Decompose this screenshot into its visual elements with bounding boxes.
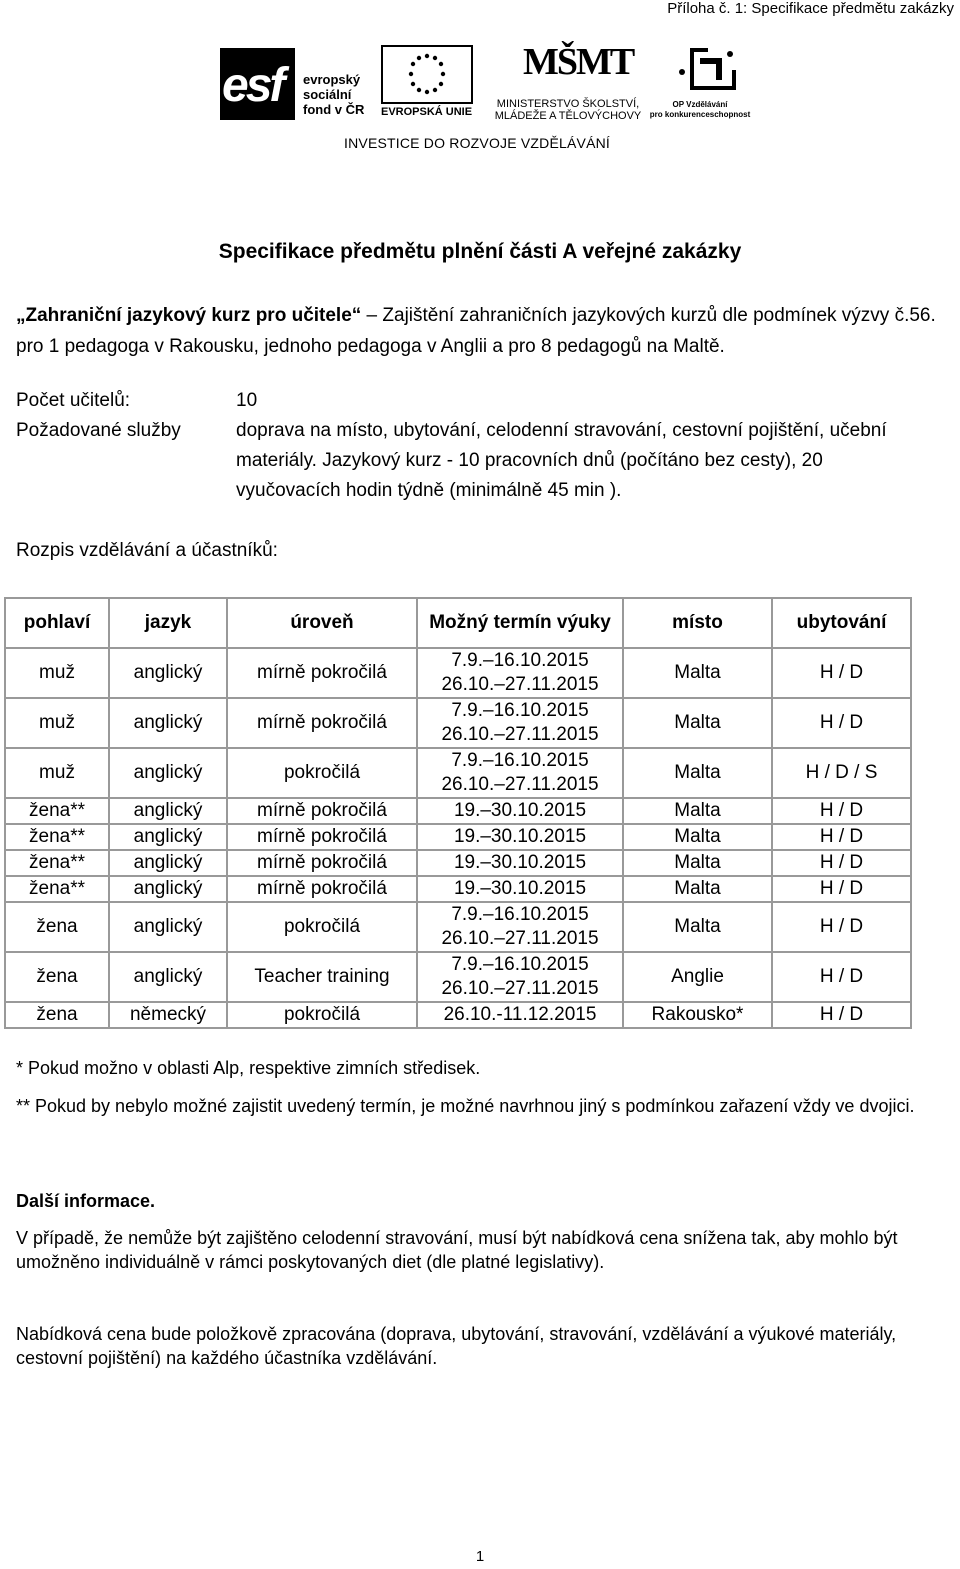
term-cell-text: 7.9.–16.10.2015 — [451, 750, 589, 771]
place-cell — [623, 698, 772, 748]
place-cell — [623, 824, 772, 850]
services-value — [236, 416, 887, 506]
catering-paragraph: V případě, že nemůže být zajištěno celodenní stravování, musí být nabídková cena snížena tak, aby mohlo být umožněno individuálně v rámci poskytovaných diet (dle platné legislativy). — [16, 1228, 898, 1272]
gender-cell-text: muž — [39, 662, 75, 683]
header-accommodation: ubytování — [772, 598, 911, 648]
level-cell-text: Teacher training — [254, 966, 390, 987]
teacher-count-label: Počet učitelů: — [16, 390, 131, 411]
table-row — [5, 824, 911, 850]
term-cell — [417, 902, 623, 952]
language-cell — [109, 850, 227, 876]
place-cell-text: Malta — [674, 762, 721, 783]
term-cell-text: 19.–30.10.2015 — [453, 878, 587, 899]
level-cell — [227, 824, 417, 850]
place-cell-text: Anglie — [671, 966, 724, 987]
page-number: 1 — [475, 1548, 485, 1565]
place-cell-text: Malta — [674, 852, 721, 873]
level-cell-text: pokročilá — [283, 916, 361, 937]
place-cell — [623, 850, 772, 876]
language-cell-text: německý — [129, 1004, 207, 1025]
term-cell-text: 19.–30.10.2015 — [453, 800, 587, 821]
language-cell-text: anglický — [133, 662, 203, 683]
esf-line: fond v ČR — [303, 102, 365, 117]
table-row — [5, 850, 911, 876]
place-cell-text: Malta — [674, 878, 721, 899]
op-caption — [645, 100, 755, 120]
accommodation-cell — [772, 902, 911, 952]
gender-cell-text: žena** — [29, 826, 85, 847]
place-cell-text: Malta — [674, 826, 721, 847]
language-cell — [109, 876, 227, 902]
gender-cell — [5, 698, 109, 748]
table-row — [5, 952, 911, 1002]
teacher-count-value: 10 — [236, 390, 258, 411]
services-line: materiály. Jazykový kurz - 10 pracovních dnů (počítáno bez cesty), 20 — [236, 450, 823, 471]
level-cell-text: pokročilá — [283, 1004, 361, 1025]
place-cell — [623, 1002, 772, 1028]
language-cell-text: anglický — [133, 966, 203, 987]
msmt-line: MINISTERSTVO ŠKOLSTVÍ, — [496, 98, 640, 110]
services-label: Požadované služby — [16, 420, 181, 441]
accommodation-cell — [772, 698, 911, 748]
term-cell-text: 26.10.–27.11.2015 — [441, 978, 599, 999]
language-cell-text: anglický — [133, 916, 203, 937]
language-cell — [109, 1002, 227, 1028]
accommodation-cell — [772, 876, 911, 902]
gender-cell-text: žena** — [29, 852, 85, 873]
level-cell-text: mírně pokročilá — [257, 800, 387, 821]
language-cell-text: anglický — [133, 800, 203, 821]
footnote-pairs: ** Pokud by nebylo možné zajistit uvedený termín, je možné navrhnou jiný s podmínkou zařazení vždy ve dvojici. — [16, 1096, 915, 1116]
accommodation-cell-text: H / D / S — [805, 762, 878, 783]
level-cell-text: mírně pokročilá — [257, 826, 387, 847]
accommodation-cell — [772, 850, 911, 876]
level-cell-text: mírně pokročilá — [257, 878, 387, 899]
investice-slogan: INVESTICE DO ROZVOJE VZDĚLÁVÁNÍ — [344, 135, 611, 151]
services-line: vyučovacích hodin týdně (minimálně 45 min ). — [236, 480, 622, 501]
place-cell — [623, 876, 772, 902]
term-cell — [417, 748, 623, 798]
msmt-logo: MŠMT — [523, 41, 634, 83]
level-cell — [227, 850, 417, 876]
language-cell — [109, 648, 227, 698]
page-title: Specifikace předmětu plnění části A veřejné zakázky — [218, 240, 742, 263]
term-cell-text: 26.10.–27.11.2015 — [441, 724, 599, 745]
place-cell — [623, 952, 772, 1002]
language-cell — [109, 902, 227, 952]
level-cell-text: pokročilá — [283, 762, 361, 783]
accommodation-cell — [772, 824, 911, 850]
eu-label: EVROPSKÁ UNIE — [381, 106, 473, 118]
gender-cell — [5, 850, 109, 876]
services-line: doprava na místo, ubytování, celodenní stravování, cestovní pojištění, učební — [236, 420, 887, 441]
term-cell-text: 7.9.–16.10.2015 — [451, 904, 589, 925]
gender-cell — [5, 798, 109, 824]
accommodation-cell-text: H / D — [819, 852, 864, 873]
language-cell-text: anglický — [133, 878, 203, 899]
accommodation-cell-text: H / D — [819, 916, 864, 937]
gender-cell — [5, 952, 109, 1002]
place-cell — [623, 648, 772, 698]
accommodation-cell-text: H / D — [819, 826, 864, 847]
header-place: místo — [623, 598, 772, 648]
language-cell-text: anglický — [133, 712, 203, 733]
table-row — [5, 798, 911, 824]
accommodation-cell-text: H / D — [819, 662, 864, 683]
accommodation-cell-text: H / D — [819, 878, 864, 899]
table-row — [5, 876, 911, 902]
gender-cell-text: žena — [36, 966, 78, 987]
level-cell — [227, 648, 417, 698]
level-cell-text: mírně pokročilá — [257, 852, 387, 873]
price-paragraph: Nabídková cena bude položkově zpracována (doprava, ubytování, stravování, vzdělávání a výukové materiály, cestovní pojištění) na každého účastníka vzdělávání. — [16, 1324, 897, 1368]
gender-cell-text: žena** — [29, 800, 85, 821]
accommodation-cell — [772, 648, 911, 698]
accommodation-cell-text: H / D — [819, 966, 864, 987]
gender-cell — [5, 902, 109, 952]
esf-line: sociální — [303, 87, 352, 102]
level-cell-text: mírně pokročilá — [257, 712, 387, 733]
level-cell-text: mírně pokročilá — [257, 662, 387, 683]
gender-cell-text: žena — [36, 916, 78, 937]
gender-cell-text: muž — [39, 762, 75, 783]
op-logo-icon — [670, 42, 742, 94]
footnote-alps: * Pokud možno v oblasti Alp, respektive zimních středisek. — [16, 1058, 481, 1078]
table-row — [5, 1002, 911, 1028]
esf-line: evropský — [303, 72, 361, 87]
table-row — [5, 698, 911, 748]
place-cell-text: Malta — [674, 916, 721, 937]
language-cell-text: anglický — [133, 852, 203, 873]
accommodation-cell — [772, 798, 911, 824]
op-line: pro konkurenceschopnost — [649, 110, 751, 119]
eu-flag-icon — [381, 45, 473, 104]
gender-cell-text: muž — [39, 712, 75, 733]
language-cell — [109, 698, 227, 748]
place-cell — [623, 798, 772, 824]
language-cell — [109, 952, 227, 1002]
term-cell-text: 19.–30.10.2015 — [453, 826, 587, 847]
accommodation-cell — [772, 748, 911, 798]
esf-logo — [220, 48, 295, 120]
term-cell-text: 7.9.–16.10.2015 — [451, 954, 589, 975]
language-cell-text: anglický — [133, 762, 203, 783]
term-cell — [417, 648, 623, 698]
table-row — [5, 902, 911, 952]
gender-cell — [5, 748, 109, 798]
language-cell — [109, 824, 227, 850]
place-cell-text: Malta — [674, 800, 721, 821]
term-cell — [417, 824, 623, 850]
place-cell-text: Malta — [674, 712, 721, 733]
accommodation-cell — [772, 952, 911, 1002]
table-row — [5, 748, 911, 798]
term-cell — [417, 1002, 623, 1028]
intro-rest: – Zajištění zahraničních jazykových kurzů dle podmínek výzvy č.56. pro 1 pedagoga v Rakousku, jednoho pedagoga v Anglii a pro 8 pedagogů na Maltě. — [16, 305, 936, 357]
term-cell-text: 7.9.–16.10.2015 — [451, 700, 589, 721]
term-cell-text: 7.9.–16.10.2015 — [451, 650, 589, 671]
msmt-caption — [483, 98, 653, 122]
gender-cell — [5, 824, 109, 850]
term-cell-text: 26.10.–27.11.2015 — [441, 774, 599, 795]
language-cell — [109, 748, 227, 798]
term-cell — [417, 850, 623, 876]
header-gender: pohlaví — [5, 598, 109, 648]
language-cell — [109, 798, 227, 824]
level-cell — [227, 698, 417, 748]
level-cell — [227, 876, 417, 902]
participants-table — [4, 597, 912, 1029]
term-cell-text: 19.–30.10.2015 — [453, 852, 587, 873]
header-level: úroveň — [227, 598, 417, 648]
intro-paragraph — [16, 300, 951, 362]
level-cell — [227, 798, 417, 824]
accommodation-cell-text: H / D — [819, 712, 864, 733]
term-cell — [417, 698, 623, 748]
term-cell — [417, 876, 623, 902]
accommodation-cell-text: H / D — [819, 1004, 864, 1025]
gender-cell-text: žena — [36, 1004, 78, 1025]
level-cell — [227, 1002, 417, 1028]
esf-mark: esf — [222, 59, 283, 112]
term-cell — [417, 952, 623, 1002]
place-cell-text: Rakousko* — [651, 1004, 744, 1025]
place-cell — [623, 748, 772, 798]
header-term: Možný termín výuky — [417, 598, 623, 648]
header-note: Příloha č. 1: Specifikace předmětu zakázky — [667, 0, 954, 17]
gender-cell — [5, 648, 109, 698]
header-language: jazyk — [109, 598, 227, 648]
place-cell-text: Malta — [674, 662, 721, 683]
gender-cell — [5, 876, 109, 902]
gender-cell-text: žena** — [29, 878, 85, 899]
level-cell — [227, 748, 417, 798]
more-info-heading: Další informace. — [16, 1191, 156, 1211]
msmt-line: MLÁDEŽE A TĚLOVÝCHOVY — [494, 110, 642, 122]
gender-cell — [5, 1002, 109, 1028]
term-cell — [417, 798, 623, 824]
accommodation-cell-text: H / D — [819, 800, 864, 821]
term-cell-text: 26.10.-11.12.2015 — [443, 1004, 597, 1025]
op-line: OP Vzdělávání — [672, 100, 728, 109]
table-row — [5, 648, 911, 698]
level-cell — [227, 902, 417, 952]
intro-bold: „Zahraniční jazykový kurz pro učitele“ — [16, 305, 362, 326]
schedule-heading: Rozpis vzdělávání a účastníků: — [16, 540, 278, 561]
term-cell-text: 26.10.–27.11.2015 — [441, 928, 599, 949]
term-cell-text: 26.10.–27.11.2015 — [441, 674, 599, 695]
language-cell-text: anglický — [133, 826, 203, 847]
table-header-row — [5, 598, 911, 648]
accommodation-cell — [772, 1002, 911, 1028]
level-cell — [227, 952, 417, 1002]
place-cell — [623, 902, 772, 952]
esf-caption — [303, 72, 364, 117]
